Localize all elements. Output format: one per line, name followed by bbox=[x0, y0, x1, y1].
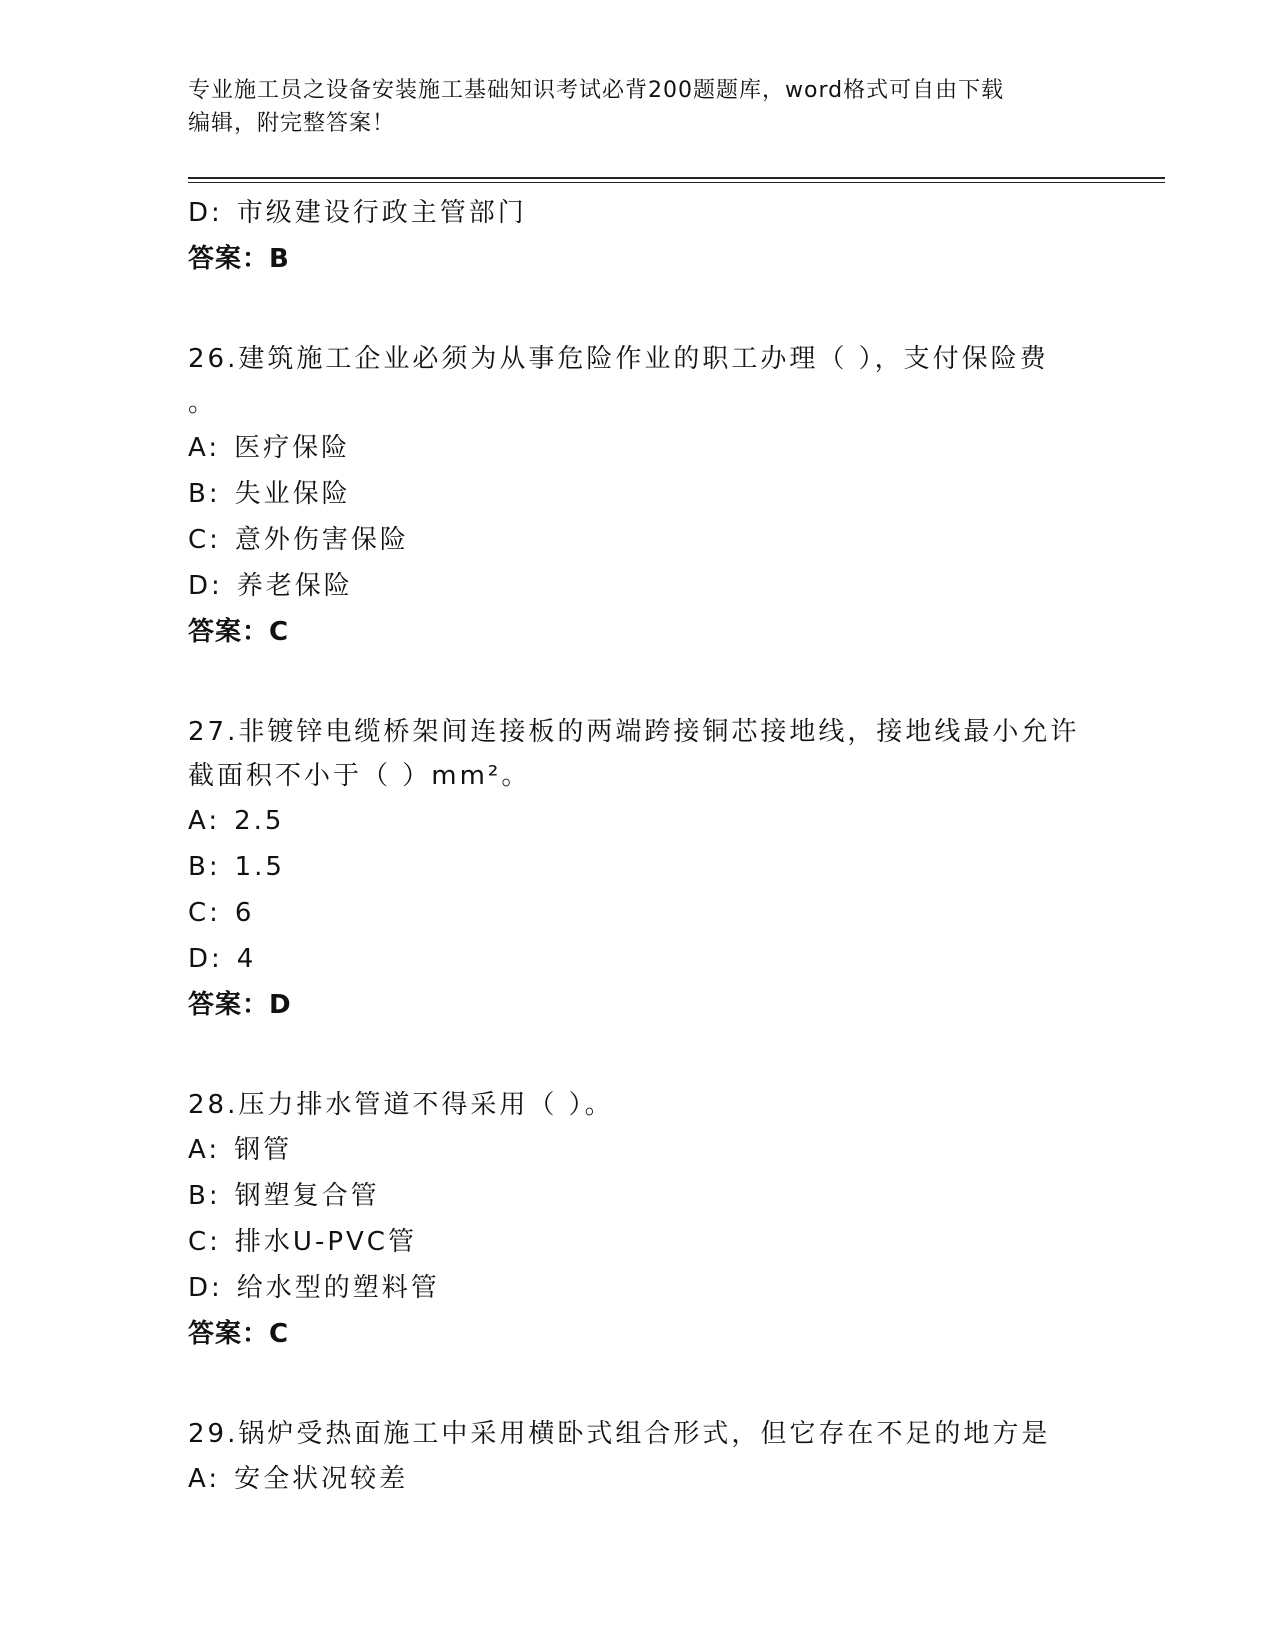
option-text: 给水型的塑料管 bbox=[236, 1273, 440, 1303]
option-text: 4 bbox=[236, 944, 257, 974]
option-letter: D: bbox=[188, 944, 223, 974]
question-29 bbox=[188, 1412, 1088, 1502]
option-text: 钢管 bbox=[234, 1135, 293, 1165]
option-a bbox=[188, 1127, 1088, 1173]
option-letter: C: bbox=[188, 525, 221, 555]
option-text: 养老保险 bbox=[236, 571, 353, 601]
question-text: 29.锅炉受热面施工中采用横卧式组合形式，但它存在不足的地方是 bbox=[188, 1419, 1051, 1449]
question-27 bbox=[188, 710, 1088, 1028]
option-text: 2.5 bbox=[234, 806, 285, 836]
option-a bbox=[188, 425, 1088, 471]
header-line-1: 专业施工员之设备安装施工基础知识考试必背200题题库，word格式可自由下载 bbox=[188, 78, 1005, 103]
option-letter: A: bbox=[188, 806, 221, 836]
option-text: 1.5 bbox=[234, 852, 285, 882]
header-rule-thick bbox=[188, 177, 1165, 179]
option-d bbox=[188, 563, 1088, 609]
header-line-2: 编辑，附完整答案！ bbox=[188, 111, 396, 136]
answer-line: 答案：B bbox=[188, 244, 290, 274]
option-c bbox=[188, 890, 1088, 936]
option-b bbox=[188, 1173, 1088, 1219]
option-text: 钢塑复合管 bbox=[234, 1181, 380, 1211]
option-d bbox=[188, 936, 1088, 982]
option-letter: B: bbox=[188, 852, 221, 882]
question-text-continued: 。 bbox=[188, 388, 218, 418]
question-28 bbox=[188, 1083, 1088, 1357]
question-26 bbox=[188, 337, 1088, 655]
option-letter: C: bbox=[188, 898, 221, 928]
option-a bbox=[188, 1456, 1088, 1502]
option-letter: A: bbox=[188, 1464, 221, 1494]
option-text: 市级建设行政主管部门 bbox=[236, 198, 527, 228]
option-b bbox=[188, 844, 1088, 890]
option-text: 排水U-PVC管 bbox=[234, 1227, 417, 1257]
document-header bbox=[188, 74, 1088, 140]
question-text: 26.建筑施工企业必须为从事危险作业的职工办理（ ），支付保险费 bbox=[188, 344, 1049, 374]
option-text: 医疗保险 bbox=[234, 433, 351, 463]
option-b bbox=[188, 471, 1088, 517]
option-d bbox=[188, 190, 1088, 236]
option-letter: A: bbox=[188, 1135, 221, 1165]
option-letter: C: bbox=[188, 1227, 221, 1257]
question-text-continued: 截面积不小于（ ）mm²。 bbox=[188, 761, 531, 791]
option-c bbox=[188, 1219, 1088, 1265]
previous-question-tail bbox=[188, 190, 1088, 282]
header-rule-thin bbox=[188, 182, 1165, 183]
answer-line: 答案：C bbox=[188, 617, 290, 647]
option-letter: D: bbox=[188, 1273, 223, 1303]
option-text: 安全状况较差 bbox=[234, 1464, 409, 1494]
option-letter: B: bbox=[188, 1181, 221, 1211]
answer-line: 答案：C bbox=[188, 1319, 290, 1349]
question-text: 27.非镀锌电缆桥架间连接板的两端跨接铜芯接地线，接地线最小允许 bbox=[188, 717, 1080, 747]
option-a bbox=[188, 798, 1088, 844]
option-c bbox=[188, 517, 1088, 563]
option-text: 失业保险 bbox=[234, 479, 351, 509]
option-letter: D: bbox=[188, 198, 223, 228]
answer-line: 答案：D bbox=[188, 990, 292, 1020]
option-letter: B: bbox=[188, 479, 221, 509]
option-text: 6 bbox=[234, 898, 255, 928]
option-letter: D: bbox=[188, 571, 223, 601]
question-text: 28.压力排水管道不得采用（ ）。 bbox=[188, 1090, 614, 1120]
option-d bbox=[188, 1265, 1088, 1311]
option-text: 意外伤害保险 bbox=[234, 525, 409, 555]
document-body bbox=[188, 190, 1088, 1502]
option-letter: A: bbox=[188, 433, 221, 463]
